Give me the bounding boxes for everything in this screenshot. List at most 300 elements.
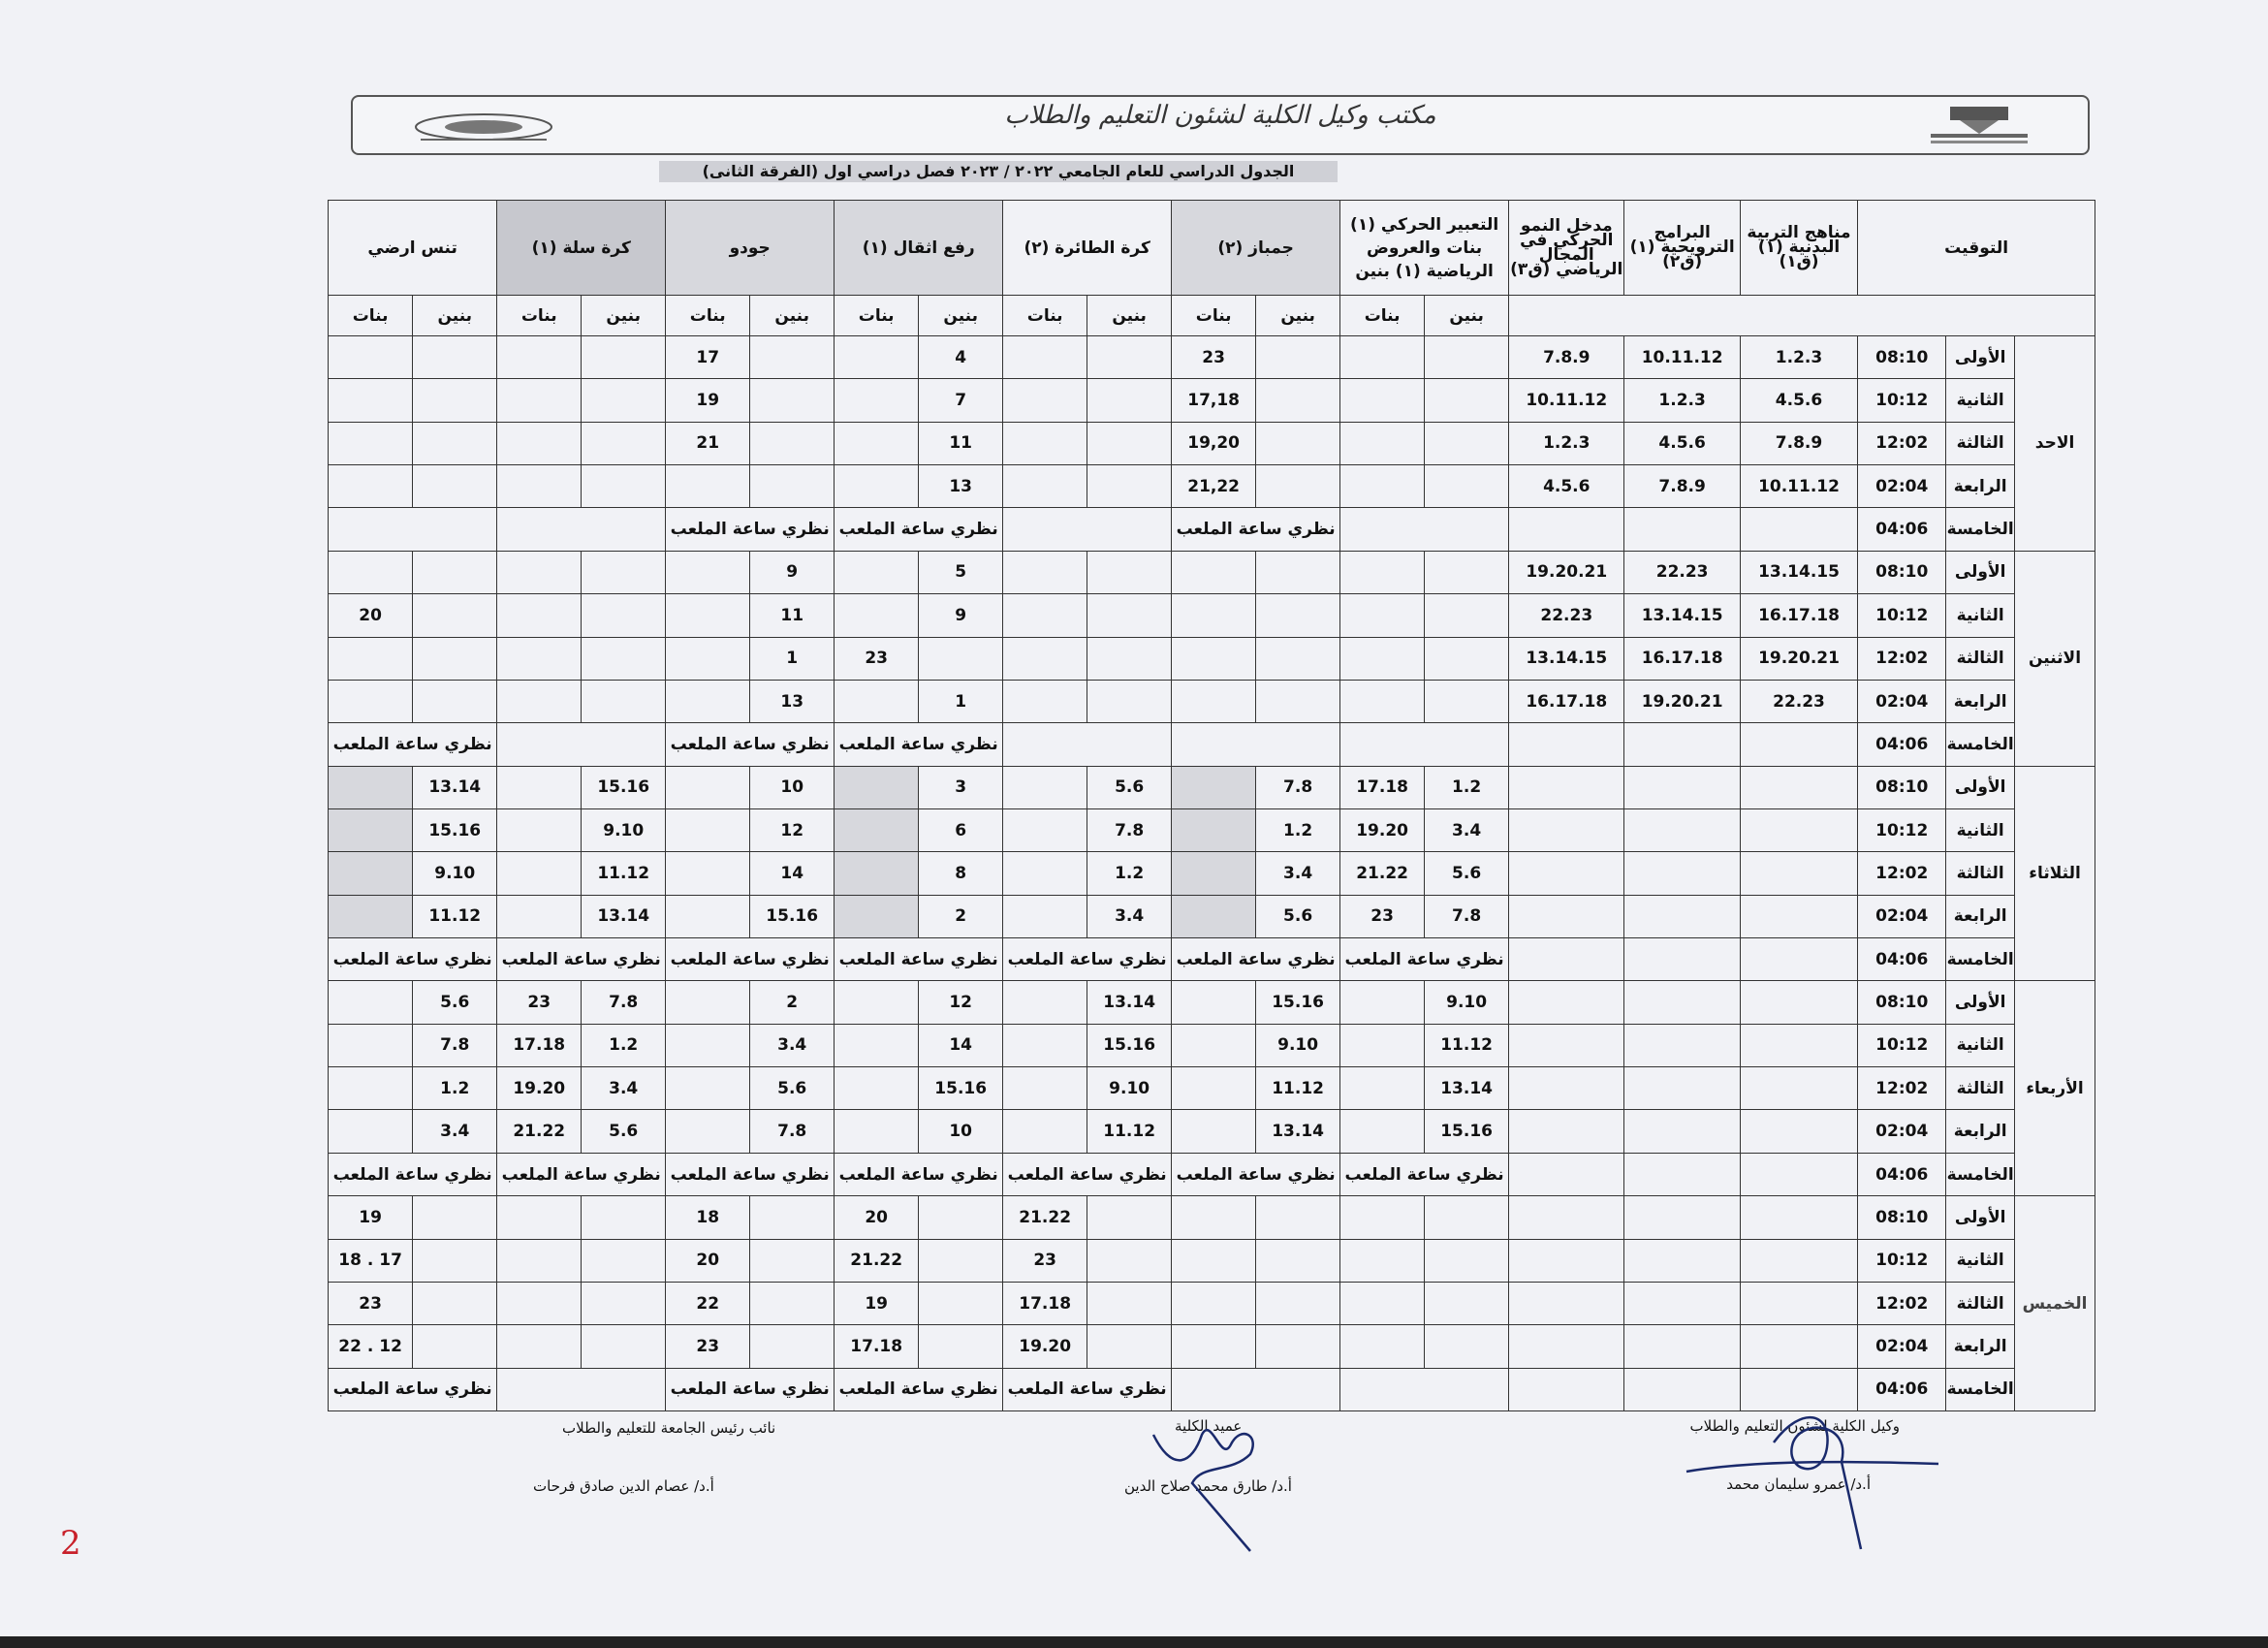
cell bbox=[1740, 938, 1857, 981]
cell-gym-boys: 13.14 bbox=[1256, 1110, 1340, 1153]
cell-curricula: 13.14.15 bbox=[1740, 551, 1857, 593]
theory-cell: نظري ساعة الملعب bbox=[1172, 938, 1340, 981]
cell bbox=[750, 1282, 835, 1324]
cell bbox=[1003, 981, 1087, 1024]
cell-judo-boys: 11 bbox=[750, 594, 835, 637]
cell bbox=[329, 379, 413, 422]
cell bbox=[919, 1239, 1003, 1282]
time-label: 08:10 bbox=[1858, 551, 1946, 593]
cell bbox=[1172, 1239, 1256, 1282]
sub-boys: بنين bbox=[413, 296, 497, 336]
vice-president-name: أ.د/ عصام الدين صادق فرحات bbox=[533, 1477, 714, 1495]
time-label: 12:02 bbox=[1858, 422, 1946, 464]
time-label: 10:12 bbox=[1858, 379, 1946, 422]
cell bbox=[1172, 637, 1256, 680]
time-label: 10:12 bbox=[1858, 1239, 1946, 1282]
cell bbox=[1340, 1239, 1425, 1282]
cell-weights-boys: 2 bbox=[919, 895, 1003, 937]
cell bbox=[1256, 1325, 1340, 1368]
period-label: الخامسة bbox=[1946, 1153, 2015, 1195]
cell bbox=[582, 422, 666, 464]
period-label: الخامسة bbox=[1946, 508, 2015, 551]
cell bbox=[1624, 766, 1740, 808]
day-wednesday: الأربعاء bbox=[2015, 981, 2095, 1196]
theory-cell: نظري ساعة الملعب bbox=[835, 508, 1003, 551]
theory-cell: نظري ساعة الملعب bbox=[329, 723, 497, 766]
cell bbox=[1509, 852, 1624, 895]
cell bbox=[1003, 808, 1087, 851]
cell bbox=[329, 895, 413, 937]
cell-judo-girls: 23 bbox=[666, 1325, 750, 1368]
cell-weights-girls: 19 bbox=[835, 1282, 919, 1324]
cell bbox=[329, 508, 497, 551]
cell bbox=[497, 766, 582, 808]
cell bbox=[497, 551, 582, 593]
cell bbox=[1087, 422, 1172, 464]
cell-basket-boys: 1.2 bbox=[582, 1024, 666, 1066]
time-label: 12:02 bbox=[1858, 1282, 1946, 1324]
header-tennis: تنس ارضي bbox=[329, 201, 497, 296]
cell-gym-boys: 1.2 bbox=[1256, 808, 1340, 851]
cell bbox=[835, 422, 919, 464]
cell bbox=[1509, 1110, 1624, 1153]
cell bbox=[1509, 1325, 1624, 1368]
cell bbox=[666, 808, 750, 851]
cell-motor-growth: 10.11.12 bbox=[1509, 379, 1624, 422]
cell bbox=[1340, 594, 1425, 637]
period-label: الثالثة bbox=[1946, 1067, 2015, 1110]
cell bbox=[1256, 379, 1340, 422]
cell-gym-boys: 7.8 bbox=[1256, 766, 1340, 808]
cell-weights-boys: 7 bbox=[919, 379, 1003, 422]
cell bbox=[1740, 1110, 1857, 1153]
header-judo: جودو bbox=[666, 201, 835, 296]
table-row bbox=[329, 508, 2095, 551]
cell bbox=[1172, 551, 1256, 593]
time-label: 08:10 bbox=[1858, 981, 1946, 1024]
table-row bbox=[329, 1325, 2095, 1368]
cell bbox=[497, 680, 582, 722]
time-label: 02:04 bbox=[1858, 1110, 1946, 1153]
cell bbox=[497, 808, 582, 851]
cell-expression-girls: 23 bbox=[1340, 895, 1425, 937]
table-row bbox=[329, 551, 2095, 593]
sub-girls: بنات bbox=[497, 296, 582, 336]
time-label: 12:02 bbox=[1858, 637, 1946, 680]
cell bbox=[750, 1325, 835, 1368]
cell-weights-girls: 21.22 bbox=[835, 1239, 919, 1282]
cell bbox=[1003, 379, 1087, 422]
cell bbox=[413, 551, 497, 593]
cell bbox=[497, 1196, 582, 1239]
cell-recreation: 22.23 bbox=[1624, 551, 1740, 593]
period-label: الرابعة bbox=[1946, 465, 2015, 508]
sub-girls: بنات bbox=[329, 296, 413, 336]
table-row bbox=[329, 808, 2095, 851]
cell bbox=[1509, 895, 1624, 937]
cell bbox=[1340, 1110, 1425, 1153]
cell bbox=[835, 1067, 919, 1110]
cell bbox=[1087, 465, 1172, 508]
time-label: 04:06 bbox=[1858, 508, 1946, 551]
header-timing: التوقيت bbox=[1858, 201, 2095, 296]
cell bbox=[1003, 852, 1087, 895]
cell bbox=[919, 1325, 1003, 1368]
cell-motor-growth: 4.5.6 bbox=[1509, 465, 1624, 508]
cell bbox=[582, 465, 666, 508]
cell-motor-growth: 13.14.15 bbox=[1509, 637, 1624, 680]
cell bbox=[835, 852, 919, 895]
cell bbox=[1003, 895, 1087, 937]
cell-judo-boys: 2 bbox=[750, 981, 835, 1024]
sub-girls: بنات bbox=[666, 296, 750, 336]
cell-gym-boys: 11.12 bbox=[1256, 1067, 1340, 1110]
cell-basket-girls: 19.20 bbox=[497, 1067, 582, 1110]
cell bbox=[666, 637, 750, 680]
cell bbox=[497, 465, 582, 508]
theory-cell: نظري ساعة الملعب bbox=[497, 938, 666, 981]
cell bbox=[919, 1196, 1003, 1239]
table-row bbox=[329, 1153, 2095, 1195]
cell bbox=[1509, 808, 1624, 851]
period-label: الثانية bbox=[1946, 1024, 2015, 1066]
cell bbox=[1624, 1325, 1740, 1368]
cell-volley-boys: 5.6 bbox=[1087, 766, 1172, 808]
cell-judo-boys: 1 bbox=[750, 637, 835, 680]
cell bbox=[1624, 808, 1740, 851]
cell bbox=[1256, 1282, 1340, 1324]
faculty-logo-icon bbox=[1921, 105, 2037, 147]
cell bbox=[666, 1024, 750, 1066]
header-motor-expression-line3: الرياضية (١) بنين bbox=[1355, 261, 1494, 281]
cell-weights-girls: 17.18 bbox=[835, 1325, 919, 1368]
cell-expression-boys: 11.12 bbox=[1425, 1024, 1509, 1066]
cell bbox=[1003, 336, 1087, 379]
sub-boys: بنين bbox=[1425, 296, 1509, 336]
cell bbox=[1740, 723, 1857, 766]
cell bbox=[329, 1067, 413, 1110]
cell bbox=[1172, 1282, 1256, 1324]
cell-motor-growth: 1.2.3 bbox=[1509, 422, 1624, 464]
cell-weights-boys: 4 bbox=[919, 336, 1003, 379]
sub-boys: بنين bbox=[582, 296, 666, 336]
cell-gym-boys: 15.16 bbox=[1256, 981, 1340, 1024]
cell bbox=[329, 680, 413, 722]
header-volleyball: كرة الطائرة (٢) bbox=[1003, 201, 1172, 296]
header-row bbox=[329, 201, 2095, 296]
cell bbox=[1509, 1196, 1624, 1239]
cell-tennis-boys: 15.16 bbox=[413, 808, 497, 851]
cell bbox=[329, 852, 413, 895]
table-row bbox=[329, 1282, 2095, 1324]
table-row bbox=[329, 1110, 2095, 1153]
cell bbox=[413, 637, 497, 680]
cell-tennis-girls: 12 . 22 bbox=[329, 1325, 413, 1368]
theory-cell: نظري ساعة الملعب bbox=[1172, 1153, 1340, 1195]
cell-judo-girls: 18 bbox=[666, 1196, 750, 1239]
table-row bbox=[329, 422, 2095, 464]
cell-basket-boys: 15.16 bbox=[582, 766, 666, 808]
cell-volley-boys: 13.14 bbox=[1087, 981, 1172, 1024]
cell-volley-boys: 7.8 bbox=[1087, 808, 1172, 851]
cell bbox=[1340, 379, 1425, 422]
sub-boys: بنين bbox=[1256, 296, 1340, 336]
cell bbox=[1425, 594, 1509, 637]
cell bbox=[1624, 1110, 1740, 1153]
cell bbox=[1740, 808, 1857, 851]
cell-weights-boys: 9 bbox=[919, 594, 1003, 637]
day-monday: الاثنين bbox=[2015, 551, 2095, 766]
cell bbox=[1624, 1067, 1740, 1110]
time-label: 08:10 bbox=[1858, 1196, 1946, 1239]
cell bbox=[1003, 723, 1172, 766]
cell-basket-girls: 17.18 bbox=[497, 1024, 582, 1066]
cell bbox=[1256, 1239, 1340, 1282]
cell-motor-growth: 7.8.9 bbox=[1509, 336, 1624, 379]
cell bbox=[1509, 1239, 1624, 1282]
cell bbox=[1172, 1368, 1340, 1410]
cell bbox=[666, 1067, 750, 1110]
cell-motor-growth: 22.23 bbox=[1509, 594, 1624, 637]
cell bbox=[1087, 379, 1172, 422]
cell bbox=[329, 551, 413, 593]
cell bbox=[497, 508, 666, 551]
theory-cell: نظري ساعة الملعب bbox=[1003, 938, 1172, 981]
cell-judo-boys: 5.6 bbox=[750, 1067, 835, 1110]
cell bbox=[1340, 1067, 1425, 1110]
period-label: الثالثة bbox=[1946, 422, 2015, 464]
time-label: 12:02 bbox=[1858, 1067, 1946, 1110]
cell bbox=[1740, 895, 1857, 937]
table-row bbox=[329, 379, 2095, 422]
cell-basket-boys: 7.8 bbox=[582, 981, 666, 1024]
cell bbox=[582, 1282, 666, 1324]
period-label: الأولى bbox=[1946, 551, 2015, 593]
cell bbox=[1425, 637, 1509, 680]
cell bbox=[413, 422, 497, 464]
cell bbox=[413, 594, 497, 637]
period-label: الخامسة bbox=[1946, 938, 2015, 981]
cell bbox=[666, 766, 750, 808]
sub-boys: بنين bbox=[1087, 296, 1172, 336]
cell bbox=[750, 422, 835, 464]
theory-cell: نظري ساعة الملعب bbox=[666, 723, 835, 766]
time-label: 04:06 bbox=[1858, 1153, 1946, 1195]
cell-expression-boys: 1.2 bbox=[1425, 766, 1509, 808]
header-motor-expression bbox=[1340, 201, 1509, 296]
theory-cell: نظري ساعة الملعب bbox=[1003, 1153, 1172, 1195]
cell bbox=[1425, 422, 1509, 464]
cell bbox=[835, 895, 919, 937]
header-curricula: مناهج التربية البدنية (١) (ق١) bbox=[1740, 201, 1857, 296]
cell bbox=[835, 551, 919, 593]
time-label: 04:06 bbox=[1858, 938, 1946, 981]
cell bbox=[1003, 680, 1087, 722]
cell-tennis-boys: 3.4 bbox=[413, 1110, 497, 1153]
cell-weights-boys: 6 bbox=[919, 808, 1003, 851]
cell bbox=[666, 680, 750, 722]
cell-judo-girls: 21 bbox=[666, 422, 750, 464]
period-label: الأولى bbox=[1946, 766, 2015, 808]
cell bbox=[1740, 1024, 1857, 1066]
period-label: الأولى bbox=[1946, 981, 2015, 1024]
cell bbox=[1172, 723, 1340, 766]
cell bbox=[1172, 1325, 1256, 1368]
cell bbox=[497, 336, 582, 379]
cell-recreation: 1.2.3 bbox=[1624, 379, 1740, 422]
cell bbox=[835, 766, 919, 808]
cell bbox=[582, 1239, 666, 1282]
cell bbox=[329, 422, 413, 464]
cell bbox=[666, 1110, 750, 1153]
cell-expression-girls: 19.20 bbox=[1340, 808, 1425, 851]
cell bbox=[1087, 1282, 1172, 1324]
time-label: 02:04 bbox=[1858, 895, 1946, 937]
cell bbox=[1509, 766, 1624, 808]
cell bbox=[497, 1282, 582, 1324]
cell bbox=[1425, 1239, 1509, 1282]
cell-basket-boys: 13.14 bbox=[582, 895, 666, 937]
cell bbox=[1172, 852, 1256, 895]
cell bbox=[1087, 1196, 1172, 1239]
time-label: 04:06 bbox=[1858, 723, 1946, 766]
period-label: الثالثة bbox=[1946, 1282, 2015, 1324]
cell-volley-boys: 15.16 bbox=[1087, 1024, 1172, 1066]
cell bbox=[497, 895, 582, 937]
cell bbox=[835, 1024, 919, 1066]
schedule-table bbox=[328, 200, 2095, 1411]
cell-weights-boys: 11 bbox=[919, 422, 1003, 464]
cell bbox=[1172, 1067, 1256, 1110]
cell bbox=[835, 379, 919, 422]
cell bbox=[1172, 895, 1256, 937]
cell bbox=[497, 637, 582, 680]
period-label: الأولى bbox=[1946, 1196, 2015, 1239]
cell bbox=[1425, 465, 1509, 508]
cell-judo-boys: 7.8 bbox=[750, 1110, 835, 1153]
cell-gym-boys: 3.4 bbox=[1256, 852, 1340, 895]
cell-basket-girls: 21.22 bbox=[497, 1110, 582, 1153]
time-label: 12:02 bbox=[1858, 852, 1946, 895]
table-row bbox=[329, 680, 2095, 722]
cell bbox=[835, 1110, 919, 1153]
cell bbox=[1256, 465, 1340, 508]
cell bbox=[1624, 1239, 1740, 1282]
cell bbox=[1740, 1196, 1857, 1239]
cell bbox=[1509, 981, 1624, 1024]
cell bbox=[497, 1239, 582, 1282]
theory-cell: نظري ساعة الملعب bbox=[329, 1153, 497, 1195]
header-gymnastics: جمباز (٢) bbox=[1172, 201, 1340, 296]
cell bbox=[1340, 1282, 1425, 1324]
cell-tennis-girls: 20 bbox=[329, 594, 413, 637]
cell bbox=[582, 594, 666, 637]
theory-cell: نظري ساعة الملعب bbox=[835, 938, 1003, 981]
cell bbox=[1340, 981, 1425, 1024]
cell bbox=[1740, 1239, 1857, 1282]
cell bbox=[1624, 981, 1740, 1024]
cell bbox=[835, 465, 919, 508]
cell-volley-boys: 1.2 bbox=[1087, 852, 1172, 895]
sub-boys: بنين bbox=[919, 296, 1003, 336]
cell bbox=[1740, 1325, 1857, 1368]
cell-tennis-boys: 11.12 bbox=[413, 895, 497, 937]
cell bbox=[1340, 1196, 1425, 1239]
cell bbox=[1509, 1024, 1624, 1066]
cell bbox=[1256, 551, 1340, 593]
cell-volley-girls: 23 bbox=[1003, 1239, 1087, 1282]
cell-judo-girls: 20 bbox=[666, 1239, 750, 1282]
cell bbox=[835, 981, 919, 1024]
cell bbox=[1003, 1067, 1087, 1110]
table-row bbox=[329, 723, 2095, 766]
cell bbox=[1256, 422, 1340, 464]
cell-weights-boys: 15.16 bbox=[919, 1067, 1003, 1110]
cell bbox=[835, 808, 919, 851]
cell-judo-boys: 9 bbox=[750, 551, 835, 593]
cell-recreation: 10.11.12 bbox=[1624, 336, 1740, 379]
header-basketball: كرة سلة (١) bbox=[497, 201, 666, 296]
cell bbox=[1740, 1282, 1857, 1324]
cell bbox=[1425, 336, 1509, 379]
cell bbox=[919, 1282, 1003, 1324]
cell bbox=[1256, 594, 1340, 637]
cell bbox=[1624, 1024, 1740, 1066]
cell bbox=[666, 852, 750, 895]
time-label: 02:04 bbox=[1858, 680, 1946, 722]
letterhead bbox=[351, 95, 2090, 155]
cell bbox=[666, 465, 750, 508]
period-label: الرابعة bbox=[1946, 680, 2015, 722]
cell-judo-girls: 22 bbox=[666, 1282, 750, 1324]
vice-dean-name: أ.د/ عمرو سليمان محمد bbox=[1726, 1475, 1871, 1493]
cell bbox=[329, 336, 413, 379]
day-sunday: الاحد bbox=[2015, 336, 2095, 552]
cell bbox=[1624, 1282, 1740, 1324]
header-motor-growth: مدخل النمو الحركي في المجال الرياضي (ق٣) bbox=[1509, 201, 1624, 296]
cell bbox=[835, 336, 919, 379]
cell bbox=[329, 981, 413, 1024]
table-row bbox=[329, 766, 2095, 808]
cell bbox=[750, 465, 835, 508]
period-label: الرابعة bbox=[1946, 1325, 2015, 1368]
cell-judo-boys: 12 bbox=[750, 808, 835, 851]
theory-cell: نظري ساعة الملعب bbox=[666, 1368, 835, 1410]
cell bbox=[1172, 680, 1256, 722]
cell bbox=[1740, 1153, 1857, 1195]
cell bbox=[1087, 1239, 1172, 1282]
time-label: 02:04 bbox=[1858, 465, 1946, 508]
cell bbox=[413, 336, 497, 379]
cell bbox=[1624, 1153, 1740, 1195]
cell bbox=[919, 637, 1003, 680]
cell bbox=[1624, 1196, 1740, 1239]
time-label: 02:04 bbox=[1858, 1325, 1946, 1368]
cell-basket-boys: 3.4 bbox=[582, 1067, 666, 1110]
table-row bbox=[329, 594, 2095, 637]
cell-tennis-boys: 13.14 bbox=[413, 766, 497, 808]
cell-judo-boys: 10 bbox=[750, 766, 835, 808]
table-row bbox=[329, 336, 2095, 379]
cell bbox=[666, 594, 750, 637]
cell bbox=[1340, 1024, 1425, 1066]
cell bbox=[1340, 551, 1425, 593]
cell-tennis-girls: 23 bbox=[329, 1282, 413, 1324]
cell-weights-boys: 12 bbox=[919, 981, 1003, 1024]
cell bbox=[1425, 1196, 1509, 1239]
period-label: الثالثة bbox=[1946, 852, 2015, 895]
cell-curricula: 19.20.21 bbox=[1740, 637, 1857, 680]
